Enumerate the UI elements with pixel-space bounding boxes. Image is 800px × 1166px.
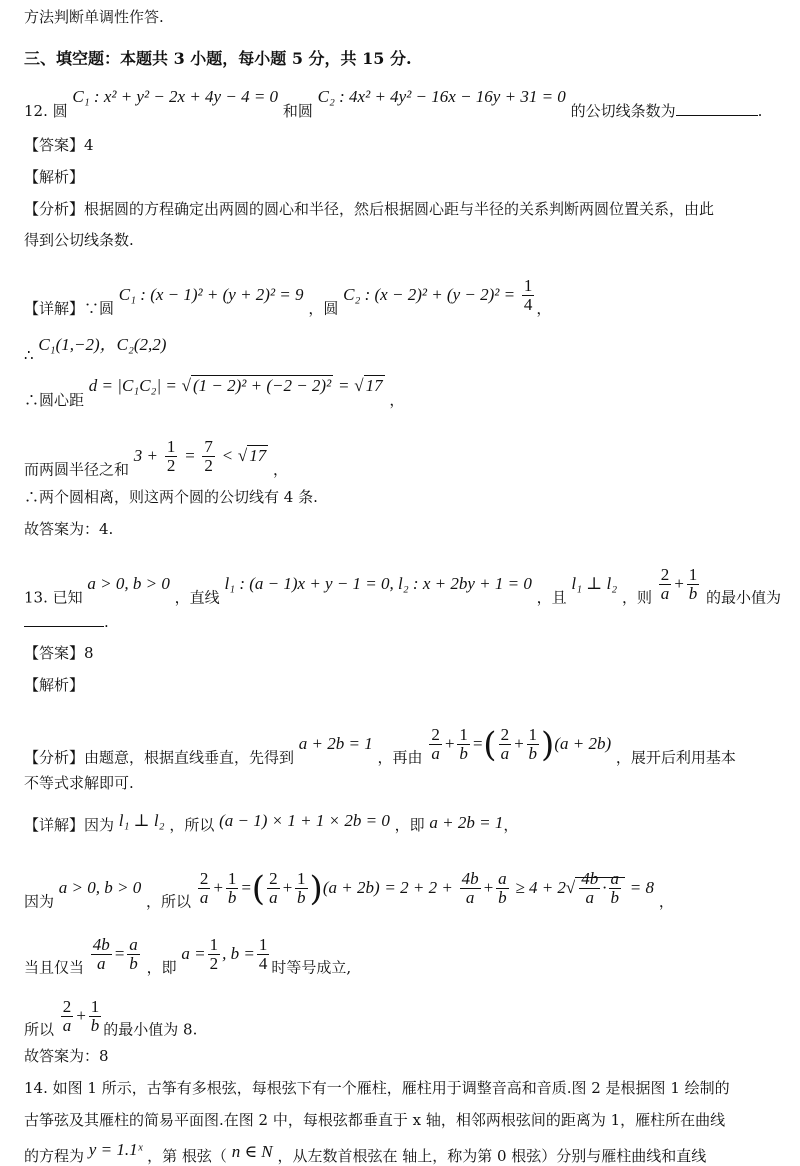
- q13-detail-c: ，即: [394, 816, 425, 834]
- q13-end: .: [104, 613, 109, 631]
- q12-distance-line: [24, 376, 405, 410]
- q13-detail-a: 【详解】因为: [24, 816, 115, 834]
- fraction-numerator: 1: [227, 869, 237, 888]
- q12-ask: 的公切线条数为: [570, 102, 676, 120]
- fraction-denominator: a: [660, 584, 670, 603]
- q12-circle-c2: C₂ : 4x² + 4y² − 16x − 16y + 31 = 0: [317, 87, 566, 106]
- q12-rsum-lt: <: [221, 445, 234, 465]
- q13-analysis-a: 【分析】由题意，根据直线垂直，先得到: [24, 748, 295, 767]
- q13-frac-1-over-b: [687, 566, 700, 603]
- q13-chain-eq8: = 8: [629, 877, 655, 897]
- fraction-denominator: 2: [166, 456, 176, 475]
- plus-sign: +: [281, 877, 294, 897]
- q13-inequality-line: [24, 868, 674, 921]
- equals-sign: =: [240, 877, 252, 897]
- q13-sqrt-product: $\frac{4b}{a}$ · $\frac{a}{b}$: [575, 877, 625, 897]
- fraction-denominator: 2: [204, 456, 213, 475]
- fraction: [61, 998, 74, 1035]
- q13-final-answer: 故答案为：8: [24, 1047, 109, 1065]
- fraction-numerator: 2: [62, 997, 72, 1016]
- q12-distance-label: ∴圆心距: [24, 391, 85, 409]
- sqrt-symbol: √: [181, 376, 191, 395]
- q12-fraction-half: [165, 438, 178, 475]
- q13-stem: [24, 565, 782, 617]
- q12-rsum-end: ，: [273, 460, 289, 479]
- fraction-numerator: 1: [90, 997, 100, 1016]
- q13-answer: 【答案】8: [24, 644, 94, 662]
- fraction-denominator: 4: [523, 295, 533, 314]
- q13-jiexi: 【解析】: [24, 676, 85, 694]
- q12-centers: C₁(1,−2)，C₂(2,2): [38, 335, 167, 354]
- q12-stem: [24, 87, 763, 121]
- q13-perp: l₁ ⊥ l₂: [571, 573, 618, 593]
- plus-sign: +: [212, 877, 224, 897]
- fraction-denominator: a: [199, 888, 209, 907]
- q13-detail-perp: l₁ ⊥ l₂: [118, 811, 165, 830]
- q13-so-line: [24, 997, 198, 1049]
- q12-radius-sum-label: 而两圆半径之和: [24, 460, 130, 479]
- fraction-denominator: b: [297, 888, 306, 907]
- fraction-numerator: 4b: [581, 869, 599, 889]
- q12-fraction-quarter: [522, 277, 535, 314]
- fraction-numerator: 1: [166, 437, 176, 456]
- sqrt-symbol: √: [565, 877, 576, 897]
- q13-lines: l₁ : (a − 1)x + y − 1 = 0, l₂ : x + 2by + 1 = 0: [224, 573, 532, 593]
- fraction-denominator: 4: [258, 954, 268, 973]
- q13-line-label: ，直线: [174, 588, 220, 607]
- q14-curve-eq: y = 1.1ˣ: [88, 1140, 143, 1159]
- q13-so: 所以: [24, 1020, 55, 1039]
- fraction-numerator: 1: [523, 276, 533, 295]
- q12-circle-c1: C₁ : x² + y² − 2x + 4y − 4 = 0: [72, 87, 279, 106]
- q14-line3-b: ，第 根弦（: [147, 1147, 227, 1165]
- fraction: [609, 870, 622, 907]
- fraction: [91, 936, 112, 973]
- paren: ): [541, 724, 555, 765]
- q12-distance-eq: =: [337, 376, 350, 395]
- q13-analysis-c: ，展开后利用基本: [615, 748, 736, 767]
- q12-analysis-line1: 【分析】根据圆的方程确定出两圆的圆心和半径，然后根据圆心距与半径的关系判断两圆位置关系，由此: [24, 200, 715, 218]
- q13-when-c: 时等号成立,: [271, 958, 352, 977]
- q13-ask: 的最小值为: [706, 588, 782, 607]
- q12-centers-line: [24, 330, 167, 364]
- fraction: [127, 936, 140, 973]
- plus-sign: +: [513, 733, 525, 753]
- fraction-numerator: 1: [459, 725, 468, 744]
- therefore-symbol: ∴: [24, 346, 34, 364]
- q12-rsum-sqrt: 17: [249, 445, 267, 465]
- q14-line3-c: ，从左数首根弦在 轴上，称为第 0 根弦）分别与雁柱曲线和直线: [277, 1147, 707, 1165]
- q12-answer: 【答案】4: [24, 136, 94, 154]
- q13-equality-line: [24, 935, 352, 987]
- fraction-denominator: b: [688, 584, 698, 603]
- q12-final-answer: 故答案为：4.: [24, 520, 114, 538]
- fraction-denominator: a: [269, 888, 278, 907]
- fraction-numerator: 1: [209, 935, 219, 954]
- answer-blank: [24, 612, 104, 627]
- plus-sign: +: [443, 733, 456, 753]
- fraction-denominator: b: [459, 744, 468, 763]
- q13-when-b-eq: , b =: [222, 943, 255, 963]
- equals-sign: =: [471, 733, 484, 753]
- fraction: [457, 726, 470, 763]
- q13-ab-expr: (a + 2b): [554, 733, 612, 753]
- fraction-numerator: 4b: [92, 935, 110, 954]
- q12-distance-result: 17: [365, 376, 383, 395]
- q13-detail-eq2: a + 2b = 1: [429, 813, 504, 832]
- sqrt-symbol: √: [354, 376, 364, 395]
- fraction: [208, 936, 221, 973]
- fraction: [460, 870, 481, 907]
- q12-detail-line: [24, 276, 552, 328]
- q13-chain-end: ，: [658, 892, 674, 911]
- q13-analysis-line2: 不等式求解即可.: [24, 774, 134, 792]
- answer-blank: [676, 101, 758, 116]
- q12-end: .: [757, 102, 763, 120]
- paren: (: [251, 868, 266, 909]
- fraction: [89, 998, 102, 1035]
- fraction-numerator: 2: [431, 725, 440, 744]
- plus-sign: +: [673, 573, 685, 593]
- q13-frac-2-over-a: [659, 566, 672, 603]
- fraction: [226, 870, 239, 907]
- fraction-denominator: b: [90, 1016, 100, 1035]
- fraction: [496, 870, 509, 907]
- fraction-numerator: 1: [297, 869, 306, 888]
- q13-chain-ge: ≥ 4 + 2: [515, 877, 566, 897]
- q12-comma-circle: ，圆: [308, 299, 339, 318]
- plus-sign: +: [75, 1005, 87, 1025]
- plus-sign: +: [482, 877, 495, 897]
- q13-ab-expr: (a + 2b): [322, 877, 380, 897]
- q13-because-cond: a > 0, b > 0: [58, 877, 142, 897]
- q13-because-b: ，所以: [146, 892, 192, 911]
- fraction: [198, 870, 211, 907]
- q12-and: 和圆: [282, 102, 313, 120]
- fraction: [429, 726, 442, 763]
- fraction-denominator: b: [498, 888, 507, 907]
- fraction: [579, 870, 600, 907]
- fraction: [499, 726, 512, 763]
- paren: (: [483, 724, 497, 765]
- fraction-denominator: b: [610, 888, 620, 908]
- q12-rsum-eq: =: [184, 445, 196, 465]
- fraction-numerator: 2: [199, 869, 209, 888]
- fraction-denominator: 2: [209, 954, 219, 973]
- q12-radius-sum-line: [24, 437, 289, 489]
- q13-chain-mid: = 2 + 2 +: [384, 877, 453, 897]
- q12-analysis-line2: 得到公切线条数.: [24, 231, 134, 249]
- q13-detail-eq1: (a − 1) × 1 + 1 × 2b = 0: [219, 811, 390, 830]
- q14-line3-a: 的方程为: [24, 1147, 85, 1165]
- equals-sign: =: [113, 943, 126, 963]
- q12-c2-end: ，: [536, 299, 552, 318]
- fraction-numerator: a: [498, 869, 507, 888]
- fraction-numerator: 7: [204, 437, 213, 456]
- q13-when-b: ，即: [146, 958, 177, 977]
- fraction: [295, 870, 308, 907]
- fraction-numerator: a: [129, 935, 138, 954]
- q13-detail-d: ，: [503, 816, 519, 834]
- fraction-denominator: b: [227, 888, 237, 907]
- q13-detail-b: ，所以: [169, 816, 215, 834]
- fraction-denominator: a: [97, 954, 106, 973]
- q13-ze: ，则: [621, 588, 652, 607]
- fraction-numerator: 4b: [461, 869, 479, 888]
- sqrt-symbol: √: [237, 445, 248, 465]
- q13-analysis-eq: a + 2b = 1: [298, 733, 373, 753]
- fraction-numerator: 1: [528, 725, 538, 744]
- q12-c1-standard: C₁ : (x − 1)² + (y + 2)² = 9: [118, 284, 304, 304]
- q12-conclusion: ∴两个圆相离，则这两个圆的公切线有 4 条.: [24, 488, 318, 506]
- section-heading: 三、填空题：本题共 3 小题，每小题 5 分，共 15 分.: [24, 49, 412, 68]
- q12-number: 12. 圆: [24, 102, 68, 120]
- fraction-numerator: 2: [660, 565, 670, 584]
- fraction-denominator: a: [585, 888, 595, 908]
- q13-detail-line: [24, 811, 519, 835]
- q13-perp-label: ，且: [536, 588, 567, 607]
- q12-jiexi: 【解析】: [24, 168, 85, 186]
- fraction: [257, 936, 270, 973]
- q12-fraction-seven-half: [202, 438, 215, 475]
- q13-when-a: 当且仅当: [24, 958, 85, 977]
- q13-analysis-b: ，再由: [377, 748, 423, 767]
- fraction-denominator: a: [465, 888, 475, 907]
- q14-n-in-N: n ∈ N: [231, 1142, 273, 1161]
- q12-distance-radicand: (1 − 2)² + (−2 − 2)²: [192, 376, 332, 395]
- fraction-denominator: b: [129, 954, 138, 973]
- q12-c2-standard: C₂ : (x − 2)² + (y − 2)² =: [343, 284, 516, 304]
- fraction-numerator: 1: [688, 565, 698, 584]
- intro-line: 方法判断单调性作答.: [24, 8, 164, 26]
- fraction: [527, 726, 540, 763]
- fraction-numerator: a: [610, 869, 620, 889]
- fraction-denominator: a: [500, 744, 510, 763]
- q13-number: 13. 已知: [24, 588, 83, 607]
- q13-because-a: 因为: [24, 892, 55, 911]
- fraction-numerator: 2: [269, 869, 278, 888]
- q14-line2: 古筝弦及其雁柱的简易平面图.在图 2 中，每根弦都垂直于 x 轴，相邻两根弦间的距离为 1，雁柱所在曲线: [24, 1111, 726, 1129]
- q13-when-a-eq: a =: [181, 943, 206, 963]
- q12-detail-label: 【详解】∵圆: [24, 299, 115, 318]
- fraction-denominator: a: [62, 1016, 72, 1035]
- q14-line1: 14. 如图 1 所示，古筝有多根弦，每根弦下有一个雁柱，雁柱用于调整音高和音质.图 2 是根据图 1 绘制的: [24, 1079, 730, 1097]
- fraction-numerator: 1: [258, 935, 268, 954]
- q13-blank-line: [24, 612, 109, 631]
- fraction-numerator: 2: [500, 725, 510, 744]
- q13-condition: a > 0, b > 0: [87, 573, 170, 593]
- q12-distance-end: ，: [389, 391, 405, 409]
- q12-distance-a: d = |C₁C₂| =: [88, 376, 177, 395]
- q12-rsum-a: 3 +: [133, 445, 159, 465]
- q13-so-end: 的最小值为 8.: [103, 1020, 198, 1039]
- fraction-denominator: b: [528, 744, 538, 763]
- paren: ): [309, 868, 323, 909]
- fraction-denominator: a: [431, 744, 440, 763]
- fraction: [267, 870, 280, 907]
